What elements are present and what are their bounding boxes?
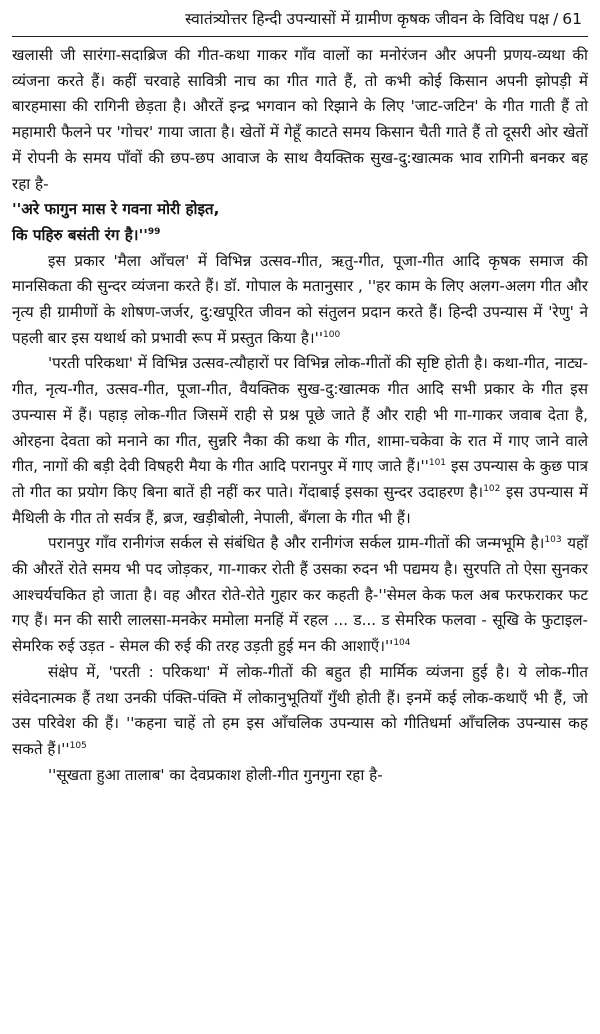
page-number: 61 xyxy=(562,10,582,28)
verse-line-2: कि पहिरु बसंती रंग $है।''^{99}$ xyxy=(12,225,161,244)
footnote-ref-100: 100 xyxy=(323,329,341,340)
verse-line-1: ''अरे फागुन मास रे गवना मोरी होइत, xyxy=(12,200,220,219)
footnote-ref-99: 99 xyxy=(147,226,161,237)
paragraph-4: परानपुर गाँव रानीगंज सर्कल से संबंधित है और रानीगंज सर्कल ग्राम-गीतों की जन्मभूमि है।$^{103}$ यहाँ की औरतें रोते समय भी पद जोड़कर, गा-गाकर रोती हैं उसका रुदन भी पद्यमय है। सुरपति तो ऐसा सुनकर आश्चर्यचकित हो जाता है। वह औरत रोते-रोते गुहार कर कहती है-''सेमल केक फल अब फरफराकर फट गए हैं। मन की सारी लालसा-मनकेर ममोला मनहिं में रहल ... ड... ड सेमरिक फलवा - सूखि के फुटाइल-सेमरिक रुई उड़त - सेमल की रुई की तरह उड़ती हुई मन की $आशाएँ।''^{104}$ xyxy=(12,534,588,656)
footnote-ref-105: 105 xyxy=(69,740,87,751)
footnote-ref-101: 101 xyxy=(428,458,447,469)
paragraph-3: 'परती परिकथा' में विभिन्न उत्सव-त्यौहारों पर विभिन्न लोक-गीतों की सृष्टि होती है। कथा-गीत, नाट्य-गीत, नृत्य-गीत, उत्सव-गीत, पूजा-गीत, वैयक्तिक सुख-दु:खात्मक गीत आदि सभी प्रकार के गीत इस उपन्यास में हैं। पहाड़ लोक-गीत जिसमें राही से प्रश्न पूछे जाते हैं और राही भी गा-गाकर जवाब देता है, ओरहना देवता को मनाने का गीत, सुन्नरि नैका की कथा के गीत, शामा-चकेवा के रात में गाए जाने वाले गीत, नागों की बड़ी देवी विषहरी मैया के गीत आदि परानपुर में गाए जाते $हैं।''^{101}$ इस उपन्यास के कुछ पात्र तो गीत का प्रयोग किए बिना बातें ही नहीं कर पाते। गेंदाबाई इसका सुन्दर उदाहरण है।$^{102}$ इस उपन्यास में मैथिली के गीत तो सर्वत्र हैं, ब्रज, खड़ीबोली, नेपाली, बँगला के गीत भी हैं। xyxy=(12,354,589,527)
running-head-separator: / xyxy=(553,10,559,28)
running-head-title: स्वातंत्र्योत्तर हिन्दी उपन्यासों में ग्रामीण कृषक जीवन के विविध पक्ष xyxy=(185,10,550,28)
paragraph-6: ''सूखता हुआ तालाब' का देवप्रकाश होली-गीत गुनगुना रहा है- xyxy=(48,765,383,784)
verse-quote xyxy=(12,197,588,248)
footnote-ref-104: 104 xyxy=(393,638,411,649)
paragraph-2: इस प्रकार 'मैला आँचल' में विभिन्न उत्सव-गीत, ऋतु-गीत, पूजा-गीत आदि कृषक समाज की मानसिकता की सुन्दर व्यंजना करते हैं। डॉ. गोपाल के मतानुसार , ''हर काम के लिए अलग-अलग गीत और नृत्य ही ग्रामीणों के शोषण-जर्जर, दु:खपूरित जीवन को संतुलन प्रदान करते हैं। हिन्दी उपन्यास में 'रेणु' ने पहली बार इस यथार्थ को प्रभावी रूप में प्रस्तुत किया $है।''^{100}$ xyxy=(12,251,588,347)
paragraph-5: संक्षेप में, 'परती : परिकथा' में लोक-गीतों की बहुत ही मार्मिक व्यंजना हुई है। ये लोक-गीत संवेदनात्मक हैं तथा उनकी पंक्ति-पंक्ति में लोकानुभूतियाँ गुँथी होती हैं। इनमें कई लोक-कथाएँ भी हैं, जो उस परिवेश की हैं। ''कहना चाहें तो हम इस आँचलिक उपन्यास को गीतिधर्मा आँचलिक उपन्यास कह सकते $हैं।''^{105}$ xyxy=(12,662,588,758)
footnote-ref-102: 102 xyxy=(483,483,501,494)
paragraph-1: खलासी जी सारंगा-सदाब्रिज की गीत-कथा गाकर गाँव वालों का मनोरंजन और अपनी प्रणय-व्यथा की व्यंजना करते हैं। कहीं चरवाहे सावित्री नाच का गीत गाते हैं, तो कभी कोई किसान अपनी झोपड़ी में बारहमासा की रागिनी छेड़ता है। औरतें इन्द्र भगवान को रिझाने के लिए 'जाट-जटिन' के गीत गाती हैं तो महामारी फैलने पर 'गोचर' गाया जाता है। खेतों में गेहूँ काटते समय किसान चैती गाते हैं तो दूसरी ओर खेतों में रोपनी के समय पाँवों की छप-छप आवाज के साथ वैयक्तिक सुख-दु:खात्मक भाव रागिनी बनकर बह रहा है- xyxy=(12,46,588,193)
footnote-ref-103: 103 xyxy=(544,535,562,546)
running-head xyxy=(12,6,588,37)
body-text xyxy=(12,43,588,788)
